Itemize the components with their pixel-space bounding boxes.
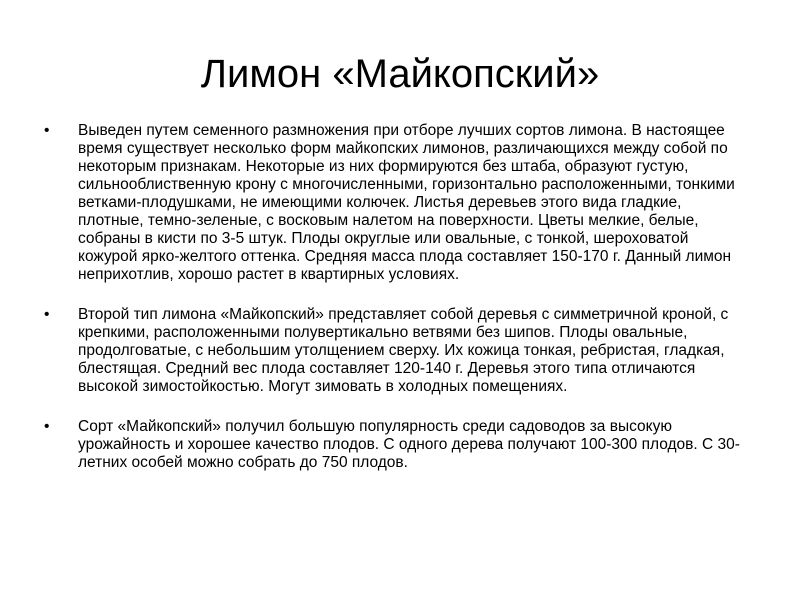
bullet-icon: • [44, 418, 50, 435]
bullet-icon: • [44, 122, 50, 139]
paragraph-text: Сорт «Майкопский» получил большую популярность среди садоводов за высокую урожайность и хорошее качество плодов. С одного дерева получают 100-300 плодов. С 30-летних особей можно собрать до 750 плодов. [78, 418, 740, 471]
bullet-list [44, 122, 744, 494]
bullet-paragraph-3 [44, 418, 744, 472]
paragraph-text: Второй тип лимона «Майкопский» представляет собой деревья с симметричной кроной, с крепкими, расположенными полувертикально ветвями без шипов. Плоды овальные, продолговатые, с небольшим утолщением сверху. Их кожица тонкая, ребристая, гладкая, блестящая. Средний вес плода составляет 120-140 г. Деревья этого типа отличаются высокой зимостойкостью. Могут зимовать в холодных помещениях. [78, 306, 729, 395]
slide-title: Лимон «Майкопский» [200, 52, 600, 96]
bullet-paragraph-1 [44, 122, 744, 284]
bullet-icon: • [44, 306, 50, 323]
bullet-paragraph-2 [44, 306, 744, 396]
paragraph-text: Выведен путем семенного размножения при отборе лучших сортов лимона. В настоящее время существует несколько форм майкопских лимонов, различающихся между собой по некоторым признакам. Некоторые из них формируются без штаба, образуют густую, сильнооблиственную крону с многочисленными, горизонтально расположенными, тонкими ветками-плодушками, не имеющими колючек. Листья деревьев этого вида гладкие, плотные, темно-зеленые, с восковым налетом на поверхности. Цветы мелкие, белые, собраны в кисти по 3-5 штук. Плоды округлые или овальные, с тонкой, шероховатой кожурой ярко-желтого оттенка. Средняя масса плода составляет 150-170 г. Данный лимон неприхотлив, хорошо растет в квартирных условиях. [78, 122, 735, 283]
